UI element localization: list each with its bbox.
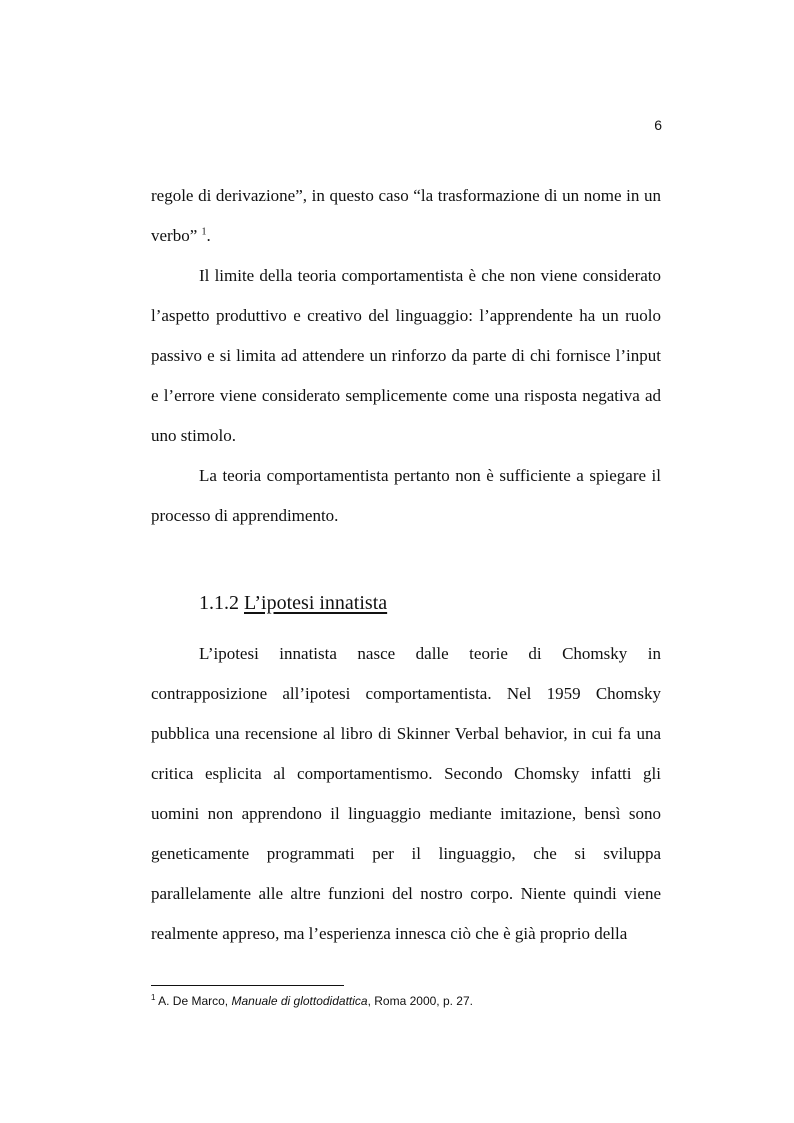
footnote-work-title: Manuale di glottodidattica bbox=[231, 994, 368, 1008]
footnote-divider bbox=[151, 985, 344, 986]
footnote-details: , Roma 2000, p. 27. bbox=[367, 994, 473, 1008]
paragraph-nativist-hypothesis: L’ipotesi innatista nasce dalle teorie di Chomsky in contrapposizione all’ipotesi comportamentista. Nel 1959 Chomsky pubblica una recensione al libro di Skinner Verbal behavior, in cui fa una critica esplicita al comportamentismo. Secondo Chomsky infatti gli uomini non apprendono il linguaggio mediante imitazione, bensì sono geneticamente programmati per il linguaggio, che si sviluppa parallelamente alle altre funzioni del nostro corpo. Niente quindi viene realmente appreso, ma l’esperienza innesca ciò che è già proprio della bbox=[151, 644, 661, 943]
section-number: 1.1.2 bbox=[199, 592, 239, 614]
paragraph-behaviorism-conclusion: La teoria comportamentista pertanto non è sufficiente a spiegare il processo di apprendimento. bbox=[151, 466, 661, 525]
page-number: 6 bbox=[654, 117, 662, 133]
paragraph-behaviorism-limits: Il limite della teoria comportamentista è che non viene considerato l’aspetto produttivo e creativo del linguaggio: l’apprendente ha un ruolo passivo e si limita ad attendere un rinforzo da parte di chi fornisce l’input e l’errore viene considerato semplicemente come una risposta negativa ad uno stimolo. bbox=[151, 266, 661, 445]
section-heading bbox=[199, 588, 387, 618]
section-title: L’ipotesi innatista bbox=[244, 592, 388, 614]
footnote-reference: 1 bbox=[201, 226, 207, 238]
paragraph-text: regole di derivazione”, in questo caso “la trasformazione di un nome in un verbo” bbox=[151, 186, 661, 245]
footnote-marker: 1 bbox=[151, 993, 156, 1002]
footnote bbox=[151, 993, 661, 1009]
paragraph-text-end: . bbox=[206, 226, 211, 245]
paragraph-continuation bbox=[151, 176, 661, 256]
footnote-author: A. De Marco, bbox=[155, 994, 232, 1008]
